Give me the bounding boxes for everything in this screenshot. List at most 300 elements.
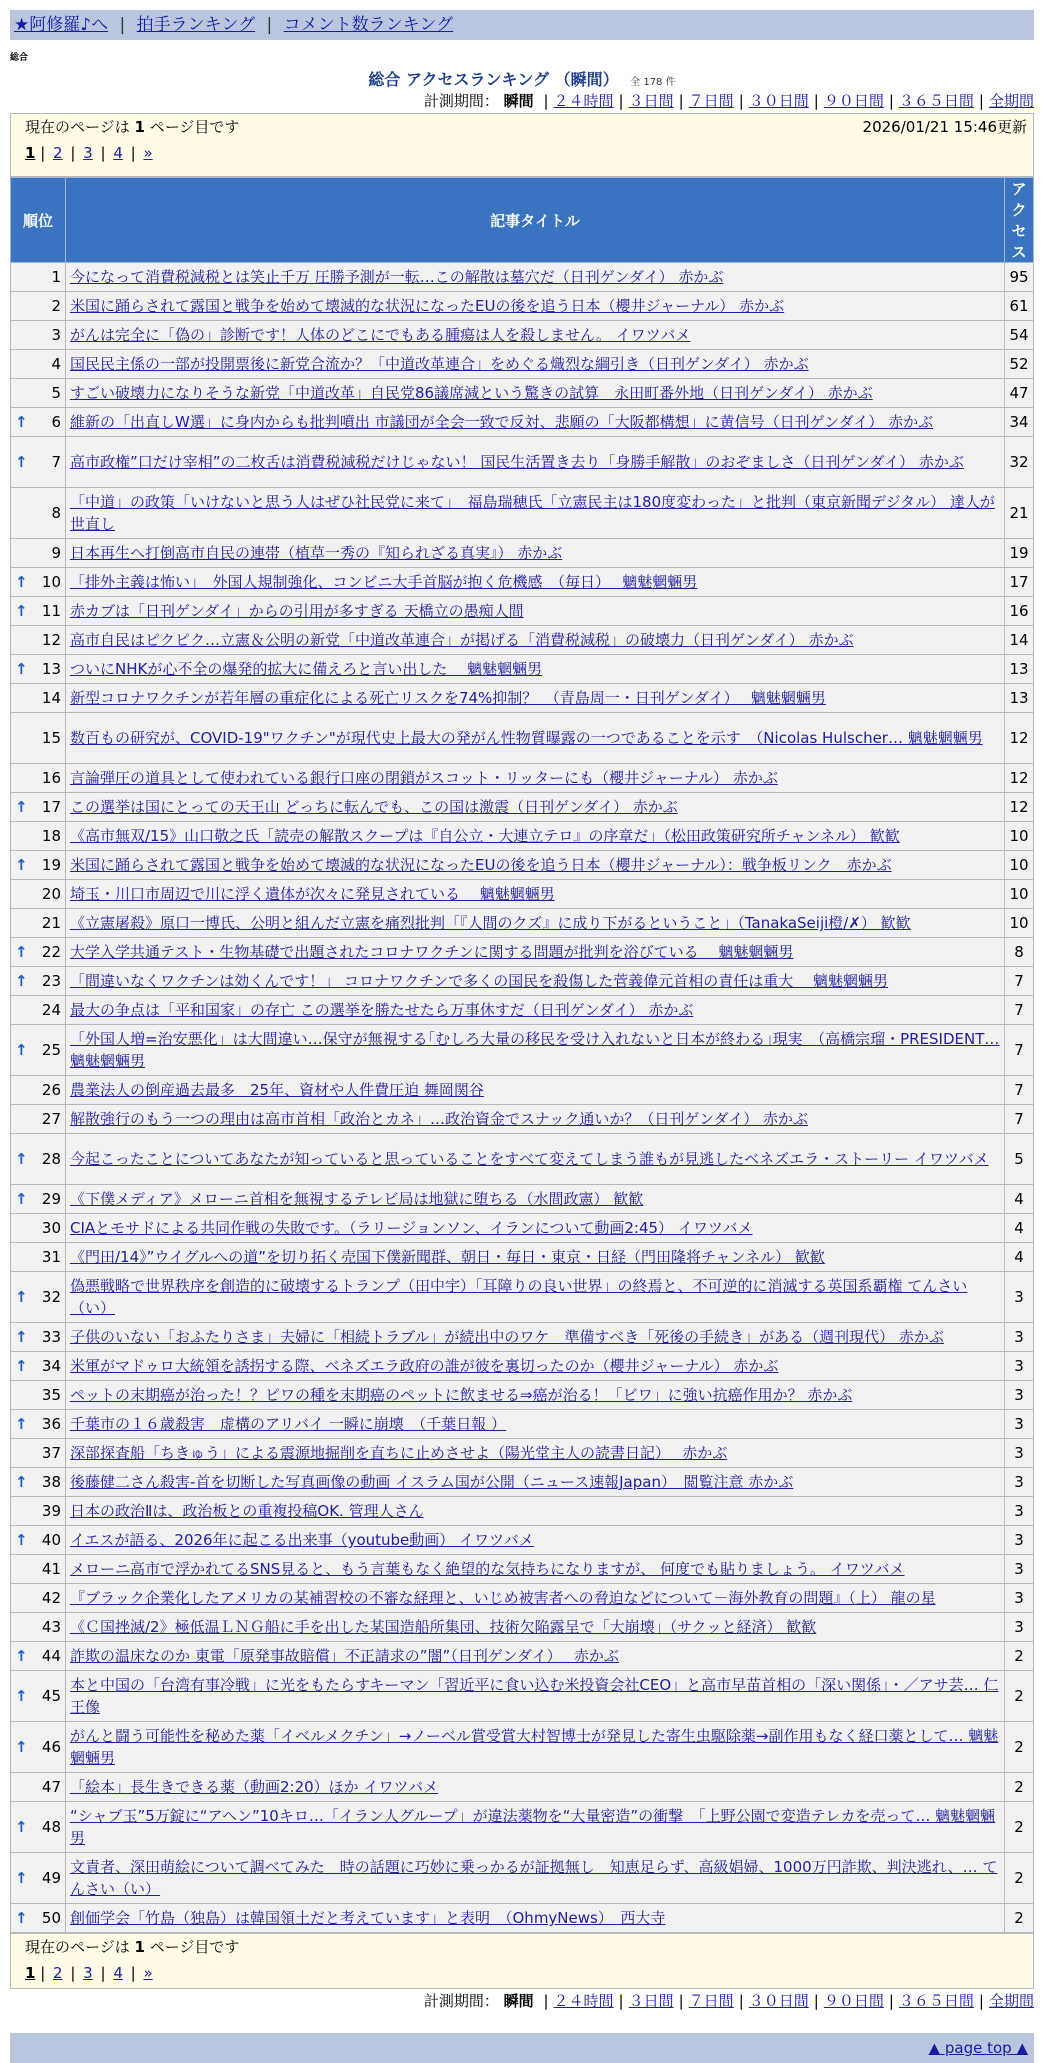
page-info-number: 1 <box>134 118 145 136</box>
pager-separator: | <box>95 144 111 162</box>
rank-cell <box>11 1613 66 1642</box>
rank-cell <box>11 1584 66 1613</box>
title-cell <box>66 1025 1005 1076</box>
rank-number: 40 <box>41 1531 61 1549</box>
rank-up-arrow-icon: ↑ <box>15 1869 28 1887</box>
article-title-link[interactable]: CIAとモサドによる共同作戦の失敗です。（ラリージョンソン、イランについて動画2:45） イワツバメ <box>70 1219 753 1237</box>
article-title-link[interactable]: 創価学会「竹島（独島）は韓国領土だと考えています」と表明 （OhmyNews） 西大寺 <box>70 1909 666 1927</box>
rank-up-arrow-icon: ↑ <box>15 856 28 874</box>
rank-cell <box>11 568 66 597</box>
rank-number: 9 <box>51 544 61 562</box>
article-title-link[interactable]: 子供のいない「おふたりさま」夫婦に「相続トラブル」が続出中のワケ 準備すべき「死後の手続き」がある（週刊現代） 赤かぶ <box>70 1328 944 1346</box>
rank-number: 50 <box>41 1909 61 1927</box>
article-title-link[interactable]: 「排外主義は怖い」 外国人規制強化、コンビニ大手首脳が抱く危機感 （毎日） 魑魅魍魎男 <box>70 573 698 591</box>
rank-number: 33 <box>41 1328 61 1346</box>
period-separator: | <box>738 1992 744 2010</box>
rank-cell <box>11 1802 66 1853</box>
table-row <box>11 1526 1034 1555</box>
pager-separator: | <box>65 1964 81 1982</box>
title-cell <box>66 880 1005 909</box>
article-title-link[interactable]: 言論弾圧の道具として使われている銀行口座の閉鎖がスコット・リッターにも（櫻井ジャーナル） 赤かぶ <box>70 769 778 787</box>
pager-separator: | <box>95 1964 111 1982</box>
pager-next-link[interactable]: » <box>143 144 153 162</box>
rank-up-arrow-icon: ↑ <box>15 1647 28 1665</box>
rank-number: 18 <box>41 827 61 845</box>
title-cell <box>66 1555 1005 1584</box>
rank-number: 43 <box>41 1618 61 1636</box>
access-count: 2 <box>1005 1853 1034 1904</box>
period-option-link[interactable]: ７日間 <box>688 92 734 110</box>
period-separator: | <box>678 92 684 110</box>
table-row <box>11 1025 1034 1076</box>
col-header-rank: 順位 <box>11 178 66 263</box>
table-row <box>11 655 1034 684</box>
access-count: 3 <box>1005 1584 1034 1613</box>
period-option-link[interactable]: ２４時間 <box>553 1992 614 2010</box>
access-count: 47 <box>1005 379 1034 408</box>
access-count: 8 <box>1005 938 1034 967</box>
title-cell <box>66 1853 1005 1904</box>
pager-separator: | <box>125 144 141 162</box>
rank-number: 17 <box>41 798 61 816</box>
period-option-link[interactable]: ３日間 <box>628 92 674 110</box>
rank-number: 31 <box>41 1248 61 1266</box>
table-row <box>11 1613 1034 1642</box>
article-title-link[interactable]: 千葉市の１６歳殺害 虚構のアリバイ 一瞬に崩壊 （千葉日報 ） <box>70 1415 506 1433</box>
page-top-link[interactable]: ▲ page top ▲ <box>928 2039 1028 2057</box>
period-option-link[interactable]: 全期間 <box>988 1992 1034 2010</box>
title-cell <box>66 626 1005 655</box>
table-row <box>11 1722 1034 1773</box>
rank-cell <box>11 350 66 379</box>
rank-cell <box>11 1722 66 1773</box>
period-option-link[interactable]: ９０日間 <box>823 1992 884 2010</box>
period-separator: | <box>978 92 984 110</box>
access-count: 10 <box>1005 851 1034 880</box>
col-header-access: アクセス <box>1005 178 1034 263</box>
article-title-link[interactable]: 後藤健二さん殺害-首を切断した写真画像の動画 イスラム国が公開（ニュース速報Japan） 閲覧注意 赤かぶ <box>70 1473 794 1491</box>
table-row <box>11 822 1034 851</box>
article-title-link[interactable]: 国民民主係の一部が投開票後に新党合流か？「中道改革連合」をめぐる熾烈な綱引き（日刊ゲンダイ） 赤かぶ <box>70 355 809 373</box>
access-count: 52 <box>1005 350 1034 379</box>
rank-number: 39 <box>41 1502 61 1520</box>
access-count: 13 <box>1005 684 1034 713</box>
rank-up-arrow-icon: ↑ <box>15 1531 28 1549</box>
rank-up-arrow-icon: ↑ <box>15 1738 28 1756</box>
ranking-rows <box>11 263 1034 1933</box>
period-option-link[interactable]: ３日間 <box>628 1992 674 2010</box>
table-row <box>11 379 1034 408</box>
period-option-link[interactable]: ２４時間 <box>553 92 614 110</box>
access-count: 19 <box>1005 539 1034 568</box>
rank-cell <box>11 1526 66 1555</box>
page-info-prefix: 現在のページは <box>25 118 130 136</box>
title-cell <box>66 1722 1005 1773</box>
rank-cell <box>11 1381 66 1410</box>
rank-up-arrow-icon: ↑ <box>15 798 28 816</box>
rank-number: 34 <box>41 1357 61 1375</box>
article-title-link[interactable]: がんは完全に「偽の」診断です！人体のどこにでもある腫瘍は人を殺しません。 イワツバメ <box>70 326 691 344</box>
table-row <box>11 851 1034 880</box>
rank-cell <box>11 1272 66 1323</box>
pager-link[interactable]: 2 <box>53 144 63 162</box>
article-title-link[interactable]: 《Ｃ国挫滅/2》極低温ＬＮＧ船に手を出した某国造船所集団、技術欠陥露呈で「大崩壊」（サクッと経済） 歓歓 <box>70 1618 817 1636</box>
access-count: 12 <box>1005 793 1034 822</box>
rank-number: 6 <box>51 413 61 431</box>
title-cell <box>66 851 1005 880</box>
rank-cell <box>11 437 66 488</box>
title-cell <box>66 437 1005 488</box>
article-title-link[interactable]: 今になって消費税減税とは笑止千万 圧勝予測が一転…この解散は墓穴だ（日刊ゲンダイ） 赤かぶ <box>70 268 724 286</box>
pager-link[interactable]: 3 <box>83 1964 93 1982</box>
access-count: 13 <box>1005 655 1034 684</box>
rank-cell <box>11 909 66 938</box>
table-row <box>11 1555 1034 1584</box>
page-info-suffix: ページ目です <box>149 1938 240 1956</box>
article-title-link[interactable]: 農業法人の倒産過去最多 25年、資材や人件費圧迫 舞岡関谷 <box>70 1081 484 1099</box>
period-option-link[interactable]: ７日間 <box>688 1992 734 2010</box>
rank-cell <box>11 1134 66 1185</box>
rank-number: 1 <box>51 268 61 286</box>
applause-ranking-link[interactable]: 拍手ランキング <box>136 15 256 35</box>
rank-cell <box>11 1773 66 1802</box>
article-title-link[interactable]: 《門田/14》”ウイグルへの道”を切り拓く売国下僕新聞群、朝日・毎日・東京・日経（門田隆将チャンネル） 歓歓 <box>70 1248 825 1266</box>
rank-number: 30 <box>41 1219 61 1237</box>
period-separator: | <box>543 92 549 110</box>
article-title-link[interactable]: すごい破壊力になりそうな新党「中道改革」自民党86議席減という驚きの試算 永田町番外地（日刊ゲンダイ） 赤かぶ <box>70 384 873 402</box>
title-cell <box>66 967 1005 996</box>
table-row <box>11 909 1034 938</box>
table-row <box>11 626 1034 655</box>
rank-number: 3 <box>51 326 61 344</box>
rank-number: 22 <box>41 943 61 961</box>
home-link[interactable]: ★阿修羅♪へ <box>14 15 109 35</box>
access-count: 3 <box>1005 1468 1034 1497</box>
rank-up-arrow-icon: ↑ <box>15 972 28 990</box>
period-separator: | <box>888 1992 894 2010</box>
table-row <box>11 1642 1034 1671</box>
rank-cell <box>11 684 66 713</box>
period-label: 計測期間： <box>423 92 499 110</box>
page-info-line <box>25 114 1027 140</box>
page <box>10 10 1034 2063</box>
title-cell <box>66 1243 1005 1272</box>
title-cell <box>66 1526 1005 1555</box>
rank-number: 42 <box>41 1589 61 1607</box>
article-title-link[interactable]: この選挙は国にとっての天王山 どっちに転んでも、この国は激震（日刊ゲンダイ） 赤かぶ <box>70 798 678 816</box>
period-selector-bottom <box>10 1989 1034 2013</box>
title-cell <box>66 764 1005 793</box>
rank-up-arrow-icon: ↑ <box>15 1687 28 1705</box>
rank-up-arrow-icon: ↑ <box>15 413 28 431</box>
rank-number: 36 <box>41 1415 61 1433</box>
period-options <box>538 92 1034 110</box>
article-title-link[interactable]: 大学入学共通テスト・生物基礎で出題されたコロナワクチンに関する問題が批判を浴びている 魑魅魍魎男 <box>70 943 794 961</box>
table-row <box>11 1272 1034 1323</box>
article-title-link[interactable]: 《立憲屠殺》原口一博氏、公明と組んだ立憲を痛烈批判「『人間のクズ』に成り下がるということ」（TanakaSeiji橙/✗） 歓歓 <box>70 914 911 932</box>
article-title-link[interactable]: 「中道」の政策「いけないと思う人はぜひ社民党に来て」 福島瑞穂氏「立憲民主は180度変わった」と批判（東京新聞デジタル） 達人が世直し <box>70 493 995 533</box>
article-title-link[interactable]: 高市政権”口だけ宰相”の二枚舌は消費税減税だけじゃない！ 国民生活置き去り「身勝手解散」のおぞましさ（日刊ゲンダイ） 赤かぶ <box>70 453 964 471</box>
rank-number: 45 <box>41 1687 61 1705</box>
table-row <box>11 1105 1034 1134</box>
title-cell <box>66 1410 1005 1439</box>
access-count: 12 <box>1005 713 1034 764</box>
article-title-link[interactable]: 文責者、深田萌絵について調べてみた 時の話題に巧妙に乗っかるが証拠無し 知恵足らず、高級娼婦、1000万円詐欺、判決逃れ、… てんさい（い） <box>70 1858 998 1898</box>
period-separator: | <box>678 1992 684 2010</box>
title-cell <box>66 408 1005 437</box>
title-cell <box>66 1076 1005 1105</box>
access-count: 2 <box>1005 1722 1034 1773</box>
nav-separator: | <box>119 15 126 35</box>
rank-number: 27 <box>41 1110 61 1128</box>
access-count: 3 <box>1005 1323 1034 1352</box>
article-title-link[interactable]: 新型コロナワクチンが若年層の重症化による死亡リスクを74%抑制？ （青島周一・日刊ゲンダイ） 魑魅魍魎男 <box>70 689 826 707</box>
article-title-link[interactable]: ペットの末期癌が治った！？ピワの種を末期癌のペットに飲ませる⇒癌が治る！「ビワ」に強い抗癌作用か？ 赤かぶ <box>70 1386 853 1404</box>
category-label: 総合 <box>10 53 29 63</box>
access-count: 7 <box>1005 967 1034 996</box>
period-separator: | <box>738 92 744 110</box>
rank-cell <box>11 539 66 568</box>
period-separator: | <box>618 92 624 110</box>
rank-cell <box>11 1323 66 1352</box>
article-title-link[interactable]: メローニ高市で浮かれてるSNS見ると、もう言葉もなく絶望的な気持ちになりますが、 何度でも貼りましょう。 イワツバメ <box>70 1560 905 1578</box>
rank-cell <box>11 1025 66 1076</box>
pager-current: 1 <box>25 144 36 162</box>
title-cell <box>66 713 1005 764</box>
pager-link[interactable]: 3 <box>83 144 93 162</box>
access-count: 4 <box>1005 1185 1034 1214</box>
article-title-link[interactable]: 赤カブは「日刊ゲンダイ」からの引用が多すぎる 天橋立の愚痴人間 <box>70 602 524 620</box>
table-row <box>11 996 1034 1025</box>
access-count: 3 <box>1005 1352 1034 1381</box>
rank-up-arrow-icon: ↑ <box>15 1288 28 1306</box>
rank-number: 4 <box>51 355 61 373</box>
rank-cell <box>11 488 66 539</box>
rank-cell <box>11 1853 66 1904</box>
title-cell <box>66 1352 1005 1381</box>
period-option-link[interactable]: ３６５日間 <box>898 92 974 110</box>
comment-ranking-link[interactable]: コメント数ランキング <box>283 15 454 35</box>
rank-cell <box>11 1076 66 1105</box>
rank-number: 15 <box>41 729 61 747</box>
rank-cell <box>11 967 66 996</box>
article-title-link[interactable]: 日本再生へ打倒高市自民の連帯（植草一秀の『知られざる真実』） 赤かぶ <box>70 544 563 562</box>
page-title: 総合 アクセスランキング （瞬間） <box>368 70 619 89</box>
updated-timestamp: 2026/01/21 15:46更新 <box>862 118 1027 136</box>
pager-bottom <box>25 1960 1027 1986</box>
access-count: 61 <box>1005 292 1034 321</box>
access-count: 5 <box>1005 1134 1034 1185</box>
rank-cell <box>11 764 66 793</box>
article-title-link[interactable]: イエスが語る、2026年に起こる出来事（youtube動画） イワツバメ <box>70 1531 534 1549</box>
article-title-link[interactable]: 維新の「出直しW選」に身内からも批判噴出 市議団が全会一致で反対、悲願の「大阪都構想」に黄信号（日刊ゲンダイ） 赤かぶ <box>70 413 934 431</box>
rank-number: 41 <box>41 1560 61 1578</box>
rank-cell <box>11 1555 66 1584</box>
rank-cell <box>11 851 66 880</box>
access-count: 3 <box>1005 1526 1034 1555</box>
access-count: 2 <box>1005 1773 1034 1802</box>
title-cell <box>66 1214 1005 1243</box>
rank-cell <box>11 408 66 437</box>
rank-up-arrow-icon: ↑ <box>15 1190 28 1208</box>
article-title-link[interactable]: 日本の政治Ⅱは、政治板との重複投稿OK. 管理人さん <box>70 1502 424 1520</box>
article-title-link[interactable]: 偽悪戦略で世界秩序を創造的に破壊するトランプ（田中宇）「耳障りの良い世界」の終焉と、不可逆的に消滅する英国系覇権 てんさい（い） <box>70 1277 968 1317</box>
table-row <box>11 350 1034 379</box>
pager-next-link[interactable]: » <box>143 1964 153 1982</box>
access-count: 4 <box>1005 1214 1034 1243</box>
title-cell <box>66 1613 1005 1642</box>
access-count: 7 <box>1005 1105 1034 1134</box>
title-cell <box>66 684 1005 713</box>
rank-cell <box>11 1468 66 1497</box>
access-count: 17 <box>1005 568 1034 597</box>
page-info-line-bottom <box>25 1934 1027 1960</box>
rank-cell <box>11 626 66 655</box>
title-cell <box>66 1584 1005 1613</box>
article-title-link[interactable]: 『ブラック企業化したアメリカの某補習校の不審な経理と、いじめ被害者への脅迫などについて－海外教育の問題』（上） 龍の星 <box>70 1589 936 1607</box>
rank-cell <box>11 938 66 967</box>
rank-number: 49 <box>41 1869 61 1887</box>
rank-number: 48 <box>41 1818 61 1836</box>
article-title-link[interactable]: 「間違いなくワクチンは効くんです！」 コロナワクチンで多くの国民を殺傷した菅義偉元首相の責任は重大 魑魅魍魎男 <box>70 972 889 990</box>
rank-cell <box>11 1105 66 1134</box>
rank-cell <box>11 996 66 1025</box>
title-cell <box>66 1323 1005 1352</box>
table-row <box>11 967 1034 996</box>
rank-number: 35 <box>41 1386 61 1404</box>
pager-link[interactable]: 2 <box>53 1964 63 1982</box>
period-separator: | <box>813 1992 819 2010</box>
table-row <box>11 1904 1034 1933</box>
table-row <box>11 539 1034 568</box>
article-title-link[interactable]: 詐欺の温床なのか 東電「原発事故賠償」不正請求の”闇”（日刊ゲンダイ） 赤かぶ <box>70 1647 619 1665</box>
pager-link[interactable]: 4 <box>113 1964 123 1982</box>
title-cell <box>66 1272 1005 1323</box>
access-count: 4 <box>1005 1243 1034 1272</box>
rank-up-arrow-icon: ↑ <box>15 1041 28 1059</box>
rank-up-arrow-icon: ↑ <box>15 1150 28 1168</box>
rank-number: 19 <box>41 856 61 874</box>
article-title-link[interactable]: 「絵本」長生きできる薬（動画2:20）ほか イワツバメ <box>70 1778 439 1796</box>
rank-cell <box>11 880 66 909</box>
ranking-table <box>10 177 1034 1933</box>
access-count: 12 <box>1005 764 1034 793</box>
rank-number: 8 <box>51 504 61 522</box>
article-title-link[interactable]: 本と中国の「台湾有事冷戦」に光をもたらすキーマン「習近平に食い込む米投資会社CEO」と高市早苗首相の「深い関係」・／アサ芸… 仁王像 <box>70 1676 999 1716</box>
article-title-link[interactable]: 今起こったことについてあなたが知っていると思っていることをすべて変えてしまう誰もが見逃したベネズエラ・ストーリー イワツバメ <box>70 1150 989 1168</box>
rank-cell <box>11 1642 66 1671</box>
table-row <box>11 1802 1034 1853</box>
table-row <box>11 1323 1034 1352</box>
article-title-link[interactable]: 米国に踊らされて露国と戦争を始めて壊滅的な状況になったEUの後を追う日本（櫻井ジャーナル）：戦争板リンク 赤かぶ <box>70 856 892 874</box>
article-title-link[interactable]: 埼玉・川口市周辺で川に浮く遺体が次々に発見されている 魑魅魍魎男 <box>70 885 555 903</box>
article-title-link[interactable]: 《高市無双/15》山口敬之氏「読売の解散スクープは『自公立・大連立テロ』の序章だ」（松田政策研究所チャンネル） 歓歓 <box>70 827 900 845</box>
period-option-link[interactable]: ９０日間 <box>823 92 884 110</box>
rank-cell <box>11 793 66 822</box>
rank-up-arrow-icon: ↑ <box>15 573 28 591</box>
article-title-link[interactable]: 米国に踊らされて露国と戦争を始めて壊滅的な状況になったEUの後を追う日本（櫻井ジャーナル） 赤かぶ <box>70 297 785 315</box>
access-count: 7 <box>1005 1025 1034 1076</box>
title-cell <box>66 321 1005 350</box>
title-cell <box>66 1105 1005 1134</box>
table-row <box>11 263 1034 292</box>
period-option-link[interactable]: ３０日間 <box>748 92 809 110</box>
rank-number: 10 <box>41 573 61 591</box>
table-row <box>11 1185 1034 1214</box>
title-cell <box>66 822 1005 851</box>
table-row <box>11 1381 1034 1410</box>
nav-separator: | <box>266 15 273 35</box>
period-option-link[interactable]: 全期間 <box>988 92 1034 110</box>
title-cell <box>66 655 1005 684</box>
article-title-link[interactable]: 最大の争点は「平和国家」の存亡 この選挙を勝たせたら万事休すだ（日刊ゲンダイ） 赤かぶ <box>70 1001 694 1019</box>
rank-number: 28 <box>41 1150 61 1168</box>
article-title-link[interactable]: がんと闘う可能性を秘めた薬「イベルメクチン」→ノーベル賞受賞大村智博士が発見した寄生虫駆除薬→副作用もなく経口薬として… 魑魅魍魎男 <box>70 1727 999 1767</box>
rank-cell <box>11 1214 66 1243</box>
pager-link[interactable]: 4 <box>113 144 123 162</box>
access-count: 54 <box>1005 321 1034 350</box>
rank-up-arrow-icon: ↑ <box>15 1328 28 1346</box>
pager-top <box>25 140 1027 166</box>
title-cell <box>66 350 1005 379</box>
title-cell <box>66 292 1005 321</box>
rank-up-arrow-icon: ↑ <box>15 943 28 961</box>
article-title-link[interactable]: “シャブ玉”5万錠に“アヘン”10キロ…「イラン人グループ」が違法薬物を“大量密造”の衝撃 「上野公園で変造テレカを売って… 魑魅魍魎男 <box>70 1807 996 1847</box>
title-cell <box>66 1773 1005 1802</box>
article-title-link[interactable]: 「外国人増=治安悪化」は大間違い…保守が無視する｢むしろ大量の移民を受け入れないと日本が終わる｣現実 （高橋宗瑠・PRESIDENT… 魑魅魍魎男 <box>70 1030 1000 1070</box>
period-option-link[interactable]: ３０日間 <box>748 1992 809 2010</box>
rank-number: 47 <box>41 1778 61 1796</box>
article-title-link[interactable]: 深部探査船「ちきゅう」による震源地掘削を直ちに止めさせよ（陽光堂主人の読書日記） 赤かぶ <box>70 1444 728 1462</box>
access-count: 34 <box>1005 408 1034 437</box>
rank-cell <box>11 713 66 764</box>
rank-up-arrow-icon: ↑ <box>15 1473 28 1491</box>
article-title-link[interactable]: 高市自民はピクピク…立憲＆公明の新党「中道改革連合」が掲げる「消費税減税」の破壊力（日刊ゲンダイ） 赤かぶ <box>70 631 854 649</box>
rank-number: 32 <box>41 1288 61 1306</box>
page-info-text <box>25 114 239 140</box>
page-info-box-top <box>10 113 1034 177</box>
page-info-box-bottom <box>10 1933 1034 1989</box>
rank-number: 5 <box>51 384 61 402</box>
rank-number: 7 <box>51 453 61 471</box>
article-title-link[interactable]: 《下僕メディア》メローニ首相を無視するテレビ局は地獄に堕ちる（水間政憲） 歓歓 <box>70 1190 644 1208</box>
title-cell <box>66 1381 1005 1410</box>
rank-cell <box>11 1439 66 1468</box>
access-count: 7 <box>1005 996 1034 1025</box>
article-title-link[interactable]: ついにNHKが心不全の爆発的拡大に備えろと言い出した 魑魅魍魎男 <box>70 660 543 678</box>
rank-cell <box>11 1185 66 1214</box>
rank-cell <box>11 1410 66 1439</box>
rank-cell <box>11 1904 66 1933</box>
article-title-link[interactable]: 数百もの研究が、COVID-19"ワクチン"が現代史上最大の発がん性物質曝露の一つであることを示す （Nicolas Hulscher… 魑魅魍魎男 <box>70 729 983 747</box>
title-cell <box>66 488 1005 539</box>
title-cell <box>66 1802 1005 1853</box>
table-row <box>11 1214 1034 1243</box>
title-cell <box>66 1134 1005 1185</box>
rank-number: 11 <box>41 602 61 620</box>
rank-number: 26 <box>41 1081 61 1099</box>
article-title-link[interactable]: 解散強行のもう一つの理由は高市首相「政治とカネ」…政治資金でスナック通いか？（日刊ゲンダイ） 赤かぶ <box>70 1110 808 1128</box>
access-count: 3 <box>1005 1555 1034 1584</box>
rank-cell <box>11 1243 66 1272</box>
rank-cell <box>11 822 66 851</box>
title-cell <box>66 379 1005 408</box>
period-option-link[interactable]: ３６５日間 <box>898 1992 974 2010</box>
article-title-link[interactable]: 米軍がマドゥロ大統領を誘拐する際、ベネズエラ政府の誰が彼を裏切ったのか（櫻井ジャーナル） 赤かぶ <box>70 1357 779 1375</box>
access-count: 3 <box>1005 1613 1034 1642</box>
rank-number: 24 <box>41 1001 61 1019</box>
access-count: 32 <box>1005 437 1034 488</box>
